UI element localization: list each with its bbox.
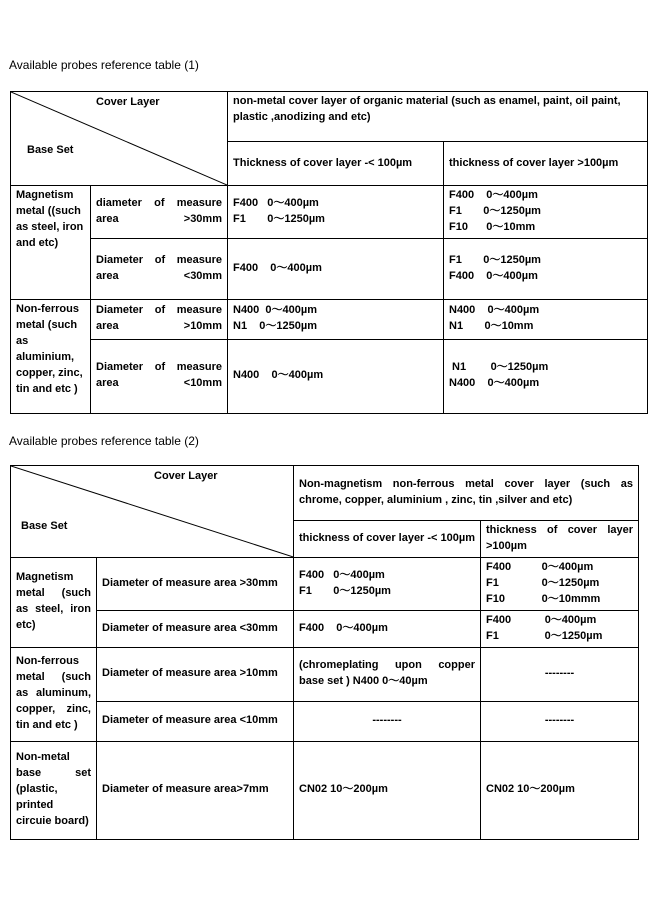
table1-probe-cell: N400 0～400µm [228,339,444,413]
table1-base-magnetism: Magnetism metal ((such as steel, iron and etc) [11,186,91,300]
table2-probe-cell: (chromeplating upon copper base set ) N400 0～40µm [294,647,481,701]
table2-group-title: Non-magnetism non-ferrous metal cover layer (such as chrome, copper, aluminium , zinc, tin ,silver and etc) [294,466,639,521]
table1-probe-cell: N400 0～400µm N1 0～10mm [444,299,648,339]
table1-corner-header [11,92,228,186]
table2-probe-cell: -------- [481,647,639,701]
table2-corner-header [11,466,294,558]
probes-reference-table-2 [10,465,639,840]
probes-reference-table-1 [10,91,648,414]
cover-layer-label: Cover Layer [154,470,218,482]
table1-probe-cell: F1 0～1250µm F400 0～400µm [444,238,648,299]
table2-probe-cell: F400 0～400µm F1 0～1250µm [294,557,481,610]
table2-area-cell: Diameter of measure area >10mm [97,647,294,701]
table1-caption: Available probes reference table (1) [9,58,199,72]
base-set-label: Base Set [27,144,74,156]
table1-probe-cell: F400 0～400µm [228,238,444,299]
table2-area-cell: Diameter of measure area <10mm [97,701,294,741]
table1-area-cell: Diameter of measure area <10mm [91,339,228,413]
table1-probe-cell: F400 0～400µm F1 0～1250µm F10 0～10mm [444,186,648,239]
table2-probe-cell: CN02 10～200µm [481,741,639,839]
table1-area-cell: Diameter of measure area <30mm [91,238,228,299]
table2-caption: Available probes reference table (2) [9,434,199,448]
table1-probe-cell: F400 0～400µm F1 0～1250µm [228,186,444,239]
table2-base-nonferrous: Non-ferrous metal (such as aluminum, copper, zinc, tin and etc ) [11,647,97,741]
table2-probe-cell: F400 0～400µm F1 0～1250µm [481,610,639,647]
table2-probe-cell: CN02 10～200µm [294,741,481,839]
diagonal-divider [11,466,293,557]
table1-area-cell: diameter of measure area >30mm [91,186,228,239]
table2-probe-cell: F400 0～400µm F1 0～1250µm F10 0～10mmm [481,557,639,610]
table2-base-nonmetal: Non-metal base set (plastic, printed circuie board) [11,741,97,839]
table2-col-thick: thickness of cover layer >100µm [481,521,639,558]
table1-col-thin: Thickness of cover layer -< 100µm [228,142,444,186]
table2-probe-cell: F400 0～400µm [294,610,481,647]
table1-probe-cell: N1 0～1250µm N400 0～400µm [444,339,648,413]
base-set-label: Base Set [21,520,68,532]
table2-area-cell: Diameter of measure area>7mm [97,741,294,839]
table1-col-thick: thickness of cover layer >100µm [444,142,648,186]
table2-probe-cell: -------- [481,701,639,741]
table2-col-thin: thickness of cover layer -< 100µm [294,521,481,558]
cover-layer-label: Cover Layer [96,96,160,108]
table2-probe-cell: -------- [294,701,481,741]
table1-area-cell: Diameter of measure area >10mm [91,299,228,339]
table2-base-magnetism: Magnetism metal (such as steel, iron etc) [11,557,97,647]
table1-group-title: non-metal cover layer of organic material (such as enamel, paint, oil paint, plastic ,anodizing and etc) [228,92,648,142]
table2-area-cell: Diameter of measure area <30mm [97,610,294,647]
table1-base-nonferrous: Non-ferrous metal (such as aluminium, copper, zinc, tin and etc ) [11,299,91,413]
table2-area-cell: Diameter of measure area >30mm [97,557,294,610]
table1-probe-cell: N400 0～400µm N1 0～1250µm [228,299,444,339]
